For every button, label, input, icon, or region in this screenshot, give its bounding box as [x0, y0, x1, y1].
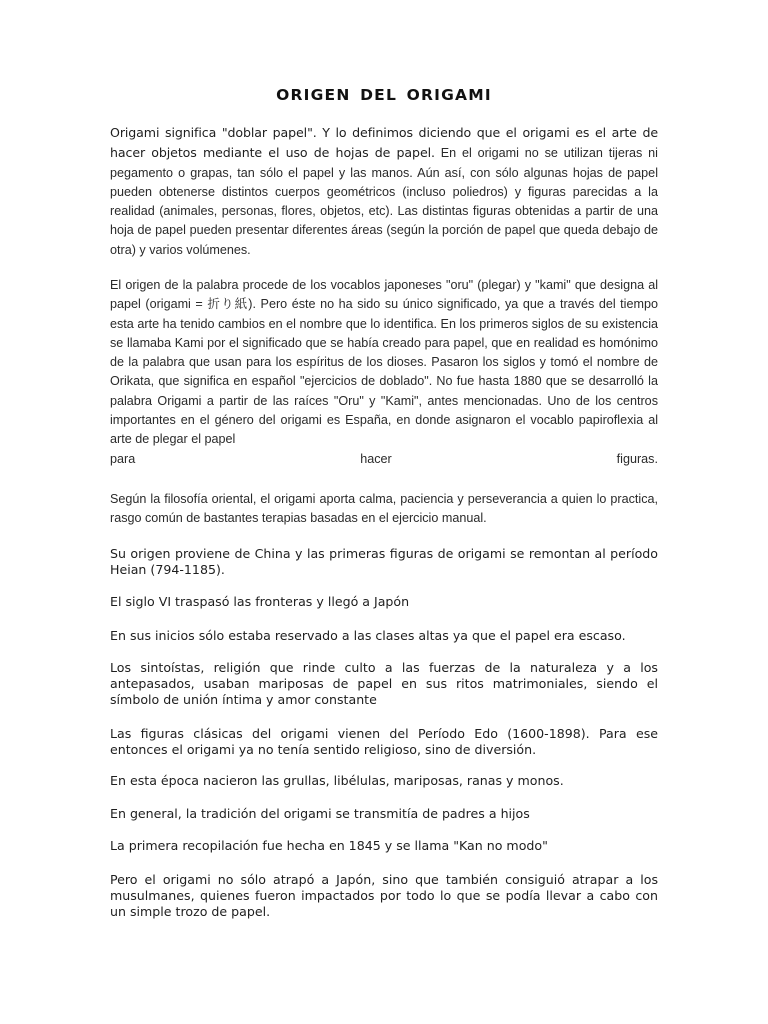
paragraph-edo-period: Las figuras clásicas del origami vienen del Período Edo (1600-1898). Para ese entonces el origami ya no tenía sentido religioso, sino de diversión. — [110, 726, 658, 758]
last-line-word-3: figuras. — [616, 451, 658, 466]
paragraph-tradition: En general, la tradición del origami se transmitía de padres a hijos — [110, 806, 530, 821]
paragraph-shinto: Los sintoístas, religión que rinde culto a las fuerzas de la naturaleza y a los antepasados, usaban mariposas de papel en sus ritos matrimoniales, siendo el símbolo de unión íntima y amor constante — [110, 660, 658, 708]
paragraph-china-origin: Su origen proviene de China y las primeras figuras de origami se remontan al período Heian (794-1185). — [110, 546, 658, 578]
paragraph-word-origin-last-line — [110, 450, 658, 469]
last-line-word-1: para — [110, 451, 136, 466]
last-line-word-2: hacer — [360, 451, 392, 466]
paragraph-word-origin — [110, 276, 658, 469]
paragraph-philosophy: Según la filosofía oriental, el origami aporta calma, paciencia y perseverancia a quien lo practica, rasgo común de bastantes terapias basadas en el ejercicio manual. — [110, 492, 658, 526]
document-title: ORIGEN DEL ORIGAMI — [276, 86, 492, 104]
paragraph-figures: En esta época nacieron las grullas, libélulas, mariposas, ranas y monos. — [110, 773, 564, 788]
paragraph-upper-classes: En sus inicios sólo estaba reservado a las clases altas ya que el papel era escaso. — [110, 628, 626, 643]
paragraph-definition-lead: Origami significa "doblar papel". Y lo definimos diciendo que el origami es el arte de hacer objetos mediante el uso de hojas de papel. — [110, 125, 658, 161]
paragraph-muslims: Pero el origami no sólo atrapó a Japón, sino que también consiguió atrapar a los musulmanes, quienes fueron impactados por todo lo que se podía llevar a cabo con un simple trozo de papel. — [110, 872, 658, 920]
paragraph-definition-rest: En el origami no se utilizan tijeras ni pegamento o grapas, tan sólo el papel y las manos. Aún así, con sólo algunas hojas de papel pueden obtenerse distintos cuerpos geométricos (incluso poliedros) y figuras parecidas a la realidad (animales, personas, flores, objetos, etc). Las distintas figuras obtenidas a partir de una hoja de papel pueden presentar diferentes áreas (según la porción de papel que queda debajo de otra) y varios volúmenes. — [110, 146, 658, 257]
paragraph-first-compilation: La primera recopilación fue hecha en 1845 y se llama "Kan no modo" — [110, 838, 548, 853]
paragraph-definition — [110, 123, 658, 260]
paragraph-sixth-century: El siglo VI traspasó las fronteras y llegó a Japón — [110, 594, 410, 609]
paragraph-word-origin-body: El origen de la palabra procede de los vocablos japoneses "oru" (plegar) y "kami" que designa al papel (origami = 折り紙). Pero éste no ha sido su único significado, ya que a través del tiempo esta arte ha tenido cambios en el nombre que lo identifica. En los primeros siglos de su existencia se llamaba Kami por el significado que se había creado para papel, que en realidad es homónimo de la palabra que usan para los espíritus de los dioses. Pasaron los siglos y tomó el nombre de Orikata, que significa en español "ejercicios de doblado". No fue hasta 1880 que se desarrolló la palabra Origami a partir de las raíces "Oru" y "Kami", antes mencionadas. Uno de los centros importantes en el género del origami es España, en donde asignaron el vocablo papiroflexia al arte de plegar el papel — [110, 278, 658, 447]
